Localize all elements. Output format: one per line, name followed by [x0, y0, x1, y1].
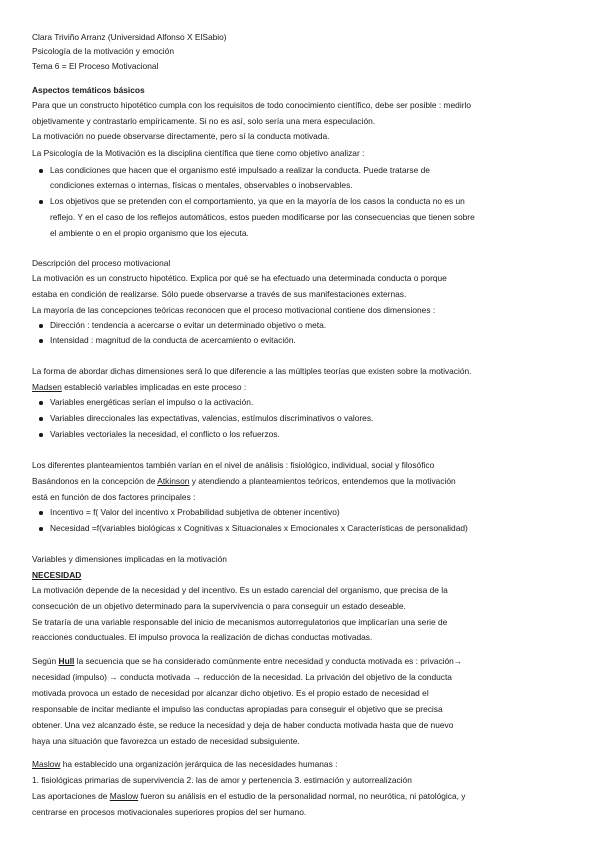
bullet-icon	[39, 511, 43, 515]
paragraph-line: La Psicología de la Motivación es la disciplina científica que tiene como objetivo analizar :	[32, 148, 365, 158]
author-name-hull: Hull	[58, 656, 75, 666]
paragraph-line: Maslow ha establecido una organización jerárquica de las necesidades humanas :	[32, 759, 338, 769]
paragraph-line: necesidad (impulso) → conducta motivada → reducción de la necesidad. La privación del objetivo de la conducta	[32, 672, 452, 682]
paragraph-line: La forma de abordar dichas dimensiones será lo que diferencie a las múltiples teorías que existen sobre la motivación.	[32, 366, 472, 376]
paragraph-line: Basándonos en la concepción de Atkinson y atendiendo a planteamientos teóricos, entendemos que la motivación	[32, 476, 456, 486]
paragraph-line: Las aportaciones de Maslow fueron su análisis en el estudio de la personalidad normal, no neurótica, ni patológica, y	[32, 791, 466, 801]
paragraph-line: consecución de un objetivo determinado para la supervivencia o para conseguir un estado deseable.	[32, 601, 406, 611]
author-name-madsen: Madsen	[32, 382, 62, 392]
bullet-icon	[39, 200, 43, 204]
author-name-maslow: Maslow	[32, 759, 61, 769]
author-name-maslow: Maslow	[109, 791, 139, 801]
author-name-atkinson: Atkinson	[157, 476, 190, 486]
document-page: Clara Triviño Arranz (Universidad Alfonso X ElSabio) Psicología de la motivación y emoción Tema 6 = El Proceso Motivacional Aspectos temáticos básicos Para que un constructo hipotético cumpla con los requisitos de todo conocimiento científico, debe ser posible : medirlo objetivamente y contrastarlo empíricamente. Si no es así, solo sería una mera especulación. La motivación no puede observarse directamente, pero sí la conducta motivada. La Psicología de la Motivación es la disciplina científica que tiene como objetivo analizar : Las condiciones que hacen que el organismo esté impulsado a realizar la conducta. Puede tratarse de condiciones externas o internas, físicas o mentales, observables o inobservables. Los objetivos que se pretenden con el comportamiento, ya que en la mayoría de los casos la conducta no es un reflejo. Y en el caso de los reflejos automáticos, estos pueden modificarse por las consecuencias que tienen sobre el ambiente o en el propio organismo que los ejecuta. Descripción del proceso motivacional La motivación es un constructo hipotético. Explica por qué se ha efectuado una determinada conducta o porque estaba en condición de realizarse. Sólo puede observarse a través de sus manifestaciones externas. La mayoría de las concepciones teóricas reconocen que el proceso motivacional contiene dos dimensiones : Dirección : tendencia a acercarse o evitar un determinado objetivo o meta. Intensidad : magnitud de la conducta de acercamiento o evitación. La forma de abordar dichas dimensiones será lo que diferencie a las múltiples teorías que existen sobre la motivación. Madsen estableció variables implicadas en este proceso : Variables energéticas serían el impulso o la activación. Variables direccionales las expectativas, valencias, estímulos discriminativos o valores. Variables vectoriales la necesidad, el conflicto o los refuerzos. Los diferentes planteamientos también varían en el nivel de análisis : fisiológico, individual, social y filosófico Basándonos en la concepción de Atkinson y atendiendo a planteamientos teóricos, entendemos que la motivación está en función de dos factores principales : Incentivo = f( Valor del incentivo x Probabilidad subjetiva de obtener incentivo) Necesidad =f(variables biológicas x Cognitivas x Situacionales x Emocionales x Características de personalidad) Variables y dimensiones implicadas en la motivación NECESIDAD La motivación depende de la necesidad y del incentivo. Es un estado carencial del organismo, que precisa de la consecución de un objetivo determinado para la supervivencia o para conseguir un estado deseable. Se trataría de una variable responsable del inicio de mecanismos autorregulatorios que implicarían una serie de reacciones conductuales. El impulso provoca la realización de dichas conductas motivadas. Según Hull la secuencia que se ha considerado comúnmente entre necesidad y conducta motivada es : privación→ necesidad (impulso) → conducta motivada → reducción de la necesidad. La privación del objetivo de la conducta motivada provoca un estado de necesidad por alcanzar dicho objetivo. Es el propio estado de necesidad el responsable de incitar mediante el impulso las conductas apropiadas para conseguir el objetivo que se precisa obtener. Una vez alcanzado éste, se reduce la necesidad y deja de haber conducta motivada hasta que de nuevo haya una situación que favorezca un estado de necesidad subsiguiente. Maslow ha establecido una organización jerárquica de las necesidades humanas : 1. fisiológicas primarias de supervivencia 2. las de amor y pertenencia 3. estimación y autorrealización Las aportaciones de Maslow fueron su análisis en el estudio de la personalidad normal, no neurótica, ni patológica, y centrarse en procesos motivacionales superiores propios del ser humano.	[32, 32, 475, 817]
subheading-necesidad: NECESIDAD	[32, 570, 82, 580]
paragraph-line: objetivamente y contrastarlo empíricamente. Si no es así, solo sería una mera especulación.	[32, 116, 376, 126]
paragraph-line: Los diferentes planteamientos también varían en el nivel de análisis : fisiológico, individual, social y filosófico	[32, 460, 435, 470]
paragraph-line: obtener. Una vez alcanzado éste, se reduce la necesidad y deja de haber conducta motivada hasta que de nuevo	[32, 720, 454, 730]
paragraph-line: 1. fisiológicas primarias de supervivencia 2. las de amor y pertenencia 3. estimación y autorrealización	[32, 775, 412, 785]
paragraph-line: Madsen estableció variables implicadas en este proceso :	[32, 382, 247, 392]
paragraph-line: centrarse en procesos motivacionales superiores propios del ser humano.	[32, 807, 307, 817]
list-item-continuation: el ambiente o en el propio organismo que los ejecuta.	[50, 228, 249, 238]
bullet-icon	[39, 401, 43, 405]
paragraph-line: reacciones conductuales. El impulso provoca la realización de dichas conductas motivadas.	[32, 632, 373, 642]
course-line: Psicología de la motivación y emoción	[32, 46, 174, 56]
paragraph-line: Se trataría de una variable responsable del inicio de mecanismos autorregulatorios que implicarían una serie de	[32, 617, 448, 627]
paragraph-line: Para que un constructo hipotético cumpla con los requisitos de todo conocimiento científico, debe ser posible : medirlo	[32, 100, 472, 110]
author-line: Clara Triviño Arranz (Universidad Alfonso X ElSabio)	[32, 32, 227, 42]
list-item-continuation: reflejo. Y en el caso de los reflejos automáticos, estos pueden modificarse por las consecuencias que tienen sobre	[50, 212, 475, 222]
paragraph-line: La motivación depende de la necesidad y del incentivo. Es un estado carencial del organismo, que precisa de la	[32, 585, 448, 595]
bullet-icon	[39, 169, 43, 173]
paragraph-line: está en función de dos factores principales :	[32, 492, 196, 502]
section-heading-descripcion: Descripción del proceso motivacional	[32, 258, 171, 268]
topic-line: Tema 6 = El Proceso Motivacional	[32, 61, 159, 71]
paragraph-line: Según Hull la secuencia que se ha considerado comúnmente entre necesidad y conducta motivada es : privación→	[32, 656, 463, 666]
bullet-icon	[39, 417, 43, 421]
paragraph-line: La motivación es un constructo hipotético. Explica por qué se ha efectuado una determinada conducta o porque	[32, 273, 447, 283]
paragraph-line: estaba en condición de realizarse. Sólo puede observarse a través de sus manifestaciones externas.	[32, 289, 407, 299]
paragraph-line: haya una situación que favorezca un estado de necesidad subsiguiente.	[32, 736, 300, 746]
bullet-icon	[39, 527, 43, 531]
section-heading-aspectos: Aspectos temáticos básicos	[32, 85, 145, 95]
paragraph-line: motivada provoca un estado de necesidad por alcanzar dicho objetivo. Es el propio estado de necesidad el	[32, 688, 429, 698]
paragraph-line: responsable de incitar mediante el impulso las conductas apropiadas para conseguir el objetivo que se precisa	[32, 704, 443, 714]
bullet-icon	[39, 339, 43, 343]
bullet-icon	[39, 433, 43, 437]
list-item-continuation: condiciones externas o internas, físicas o mentales, observables o inobservables.	[50, 180, 353, 190]
section-heading-variables: Variables y dimensiones implicadas en la motivación	[32, 554, 227, 564]
bullet-icon	[39, 324, 43, 328]
paragraph-line: La motivación no puede observarse directamente, pero sí la conducta motivada.	[32, 131, 330, 141]
paragraph-line: La mayoría de las concepciones teóricas reconocen que el proceso motivacional contiene dos dimensiones :	[32, 305, 436, 315]
